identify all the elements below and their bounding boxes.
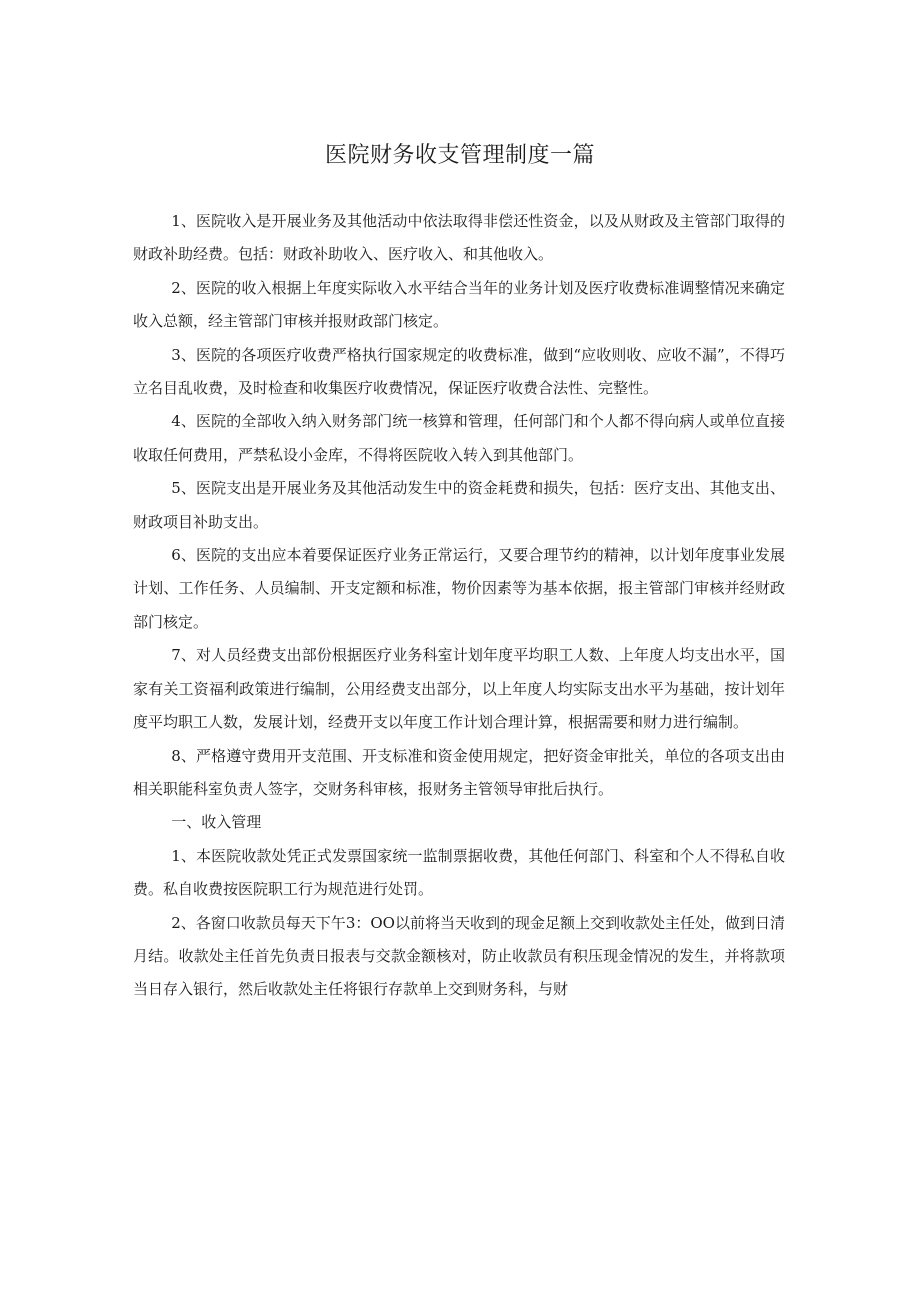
document-body [133,205,785,1007]
paragraph: 4、医院的全部收入纳入财务部门统一核算和管理，任何部门和个人都不得向病人或单位直接收取任何费用，严禁私设小金库，不得将医院收入转入到其他部门。 [133,412,785,464]
paragraph: 5、医院支出是开展业务及其他活动发生中的资金耗费和损失，包括：医疗支出、其他支出、财政项目补助支出。 [133,479,785,531]
paragraph: 1、医院收入是开展业务及其他活动中依法取得非偿还性资金，以及从财政及主管部门取得的财政补助经费。包括：财政补助收入、医疗收入、和其他收入。 [133,212,785,264]
paragraph: 1、本医院收款处凭正式发票国家统一监制票据收费，其他任何部门、科室和个人不得私自收费。私自收费按医院职工行为规范进行处罚。 [133,846,785,899]
paragraph: 3、医院的各项医疗收费严格执行国家规定的收费标准，做到“应收则收、应收不漏”，不得巧立名目乱收费，及时检查和收集医疗收费情况，保证医疗收费合法性、完整性。 [133,345,785,398]
section-heading: 一、收入管理 [171,813,262,832]
document-title: 医院财务收支管理制度一篇 [324,143,595,168]
paragraph: 2、医院的收入根据上年度实际收入水平结合当年的业务计划及医疗收费标准调整情况来确定收入总额，经主管部门审核并报财政部门核定。 [133,278,785,331]
paragraph: 8、严格遵守费用开支范围、开支标准和资金使用规定，把好资金审批关，单位的各项支出由相关职能科室负责人签字，交财务科审核，报财务主管领导审批后执行。 [133,746,785,798]
paragraph: 2、各窗口收款员每天下午3：OO以前将当天收到的现金足额上交到收款处主任处，做到日清月结。收款处主任首先负责日报表与交款金额核对，防止收款员有积压现金情况的发生，并将款项当日存入银行，然后收款处主任将银行存款单上交到财务科，与财 [133,913,785,999]
paragraph: 7、对人员经费支出部份根据医疗业务科室计划年度平均职工人数、上年度人均支出水平，国家有关工资福利政策进行编制，公用经费支出部分，以上年度人均实际支出水平为基础，按计划年度平均职工人数，发展计划，经费开支以年度工作计划合理计算，根据需要和财力进行编制。 [133,646,785,732]
paragraph: 6、医院的支出应本着要保证医疗业务正常运行，又要合理节约的精神，以计划年度事业发展计划、工作任务、人员编制、开支定额和标准，物价因素等为基本依据，报主管部门审核并经财政部门核定。 [133,546,785,631]
